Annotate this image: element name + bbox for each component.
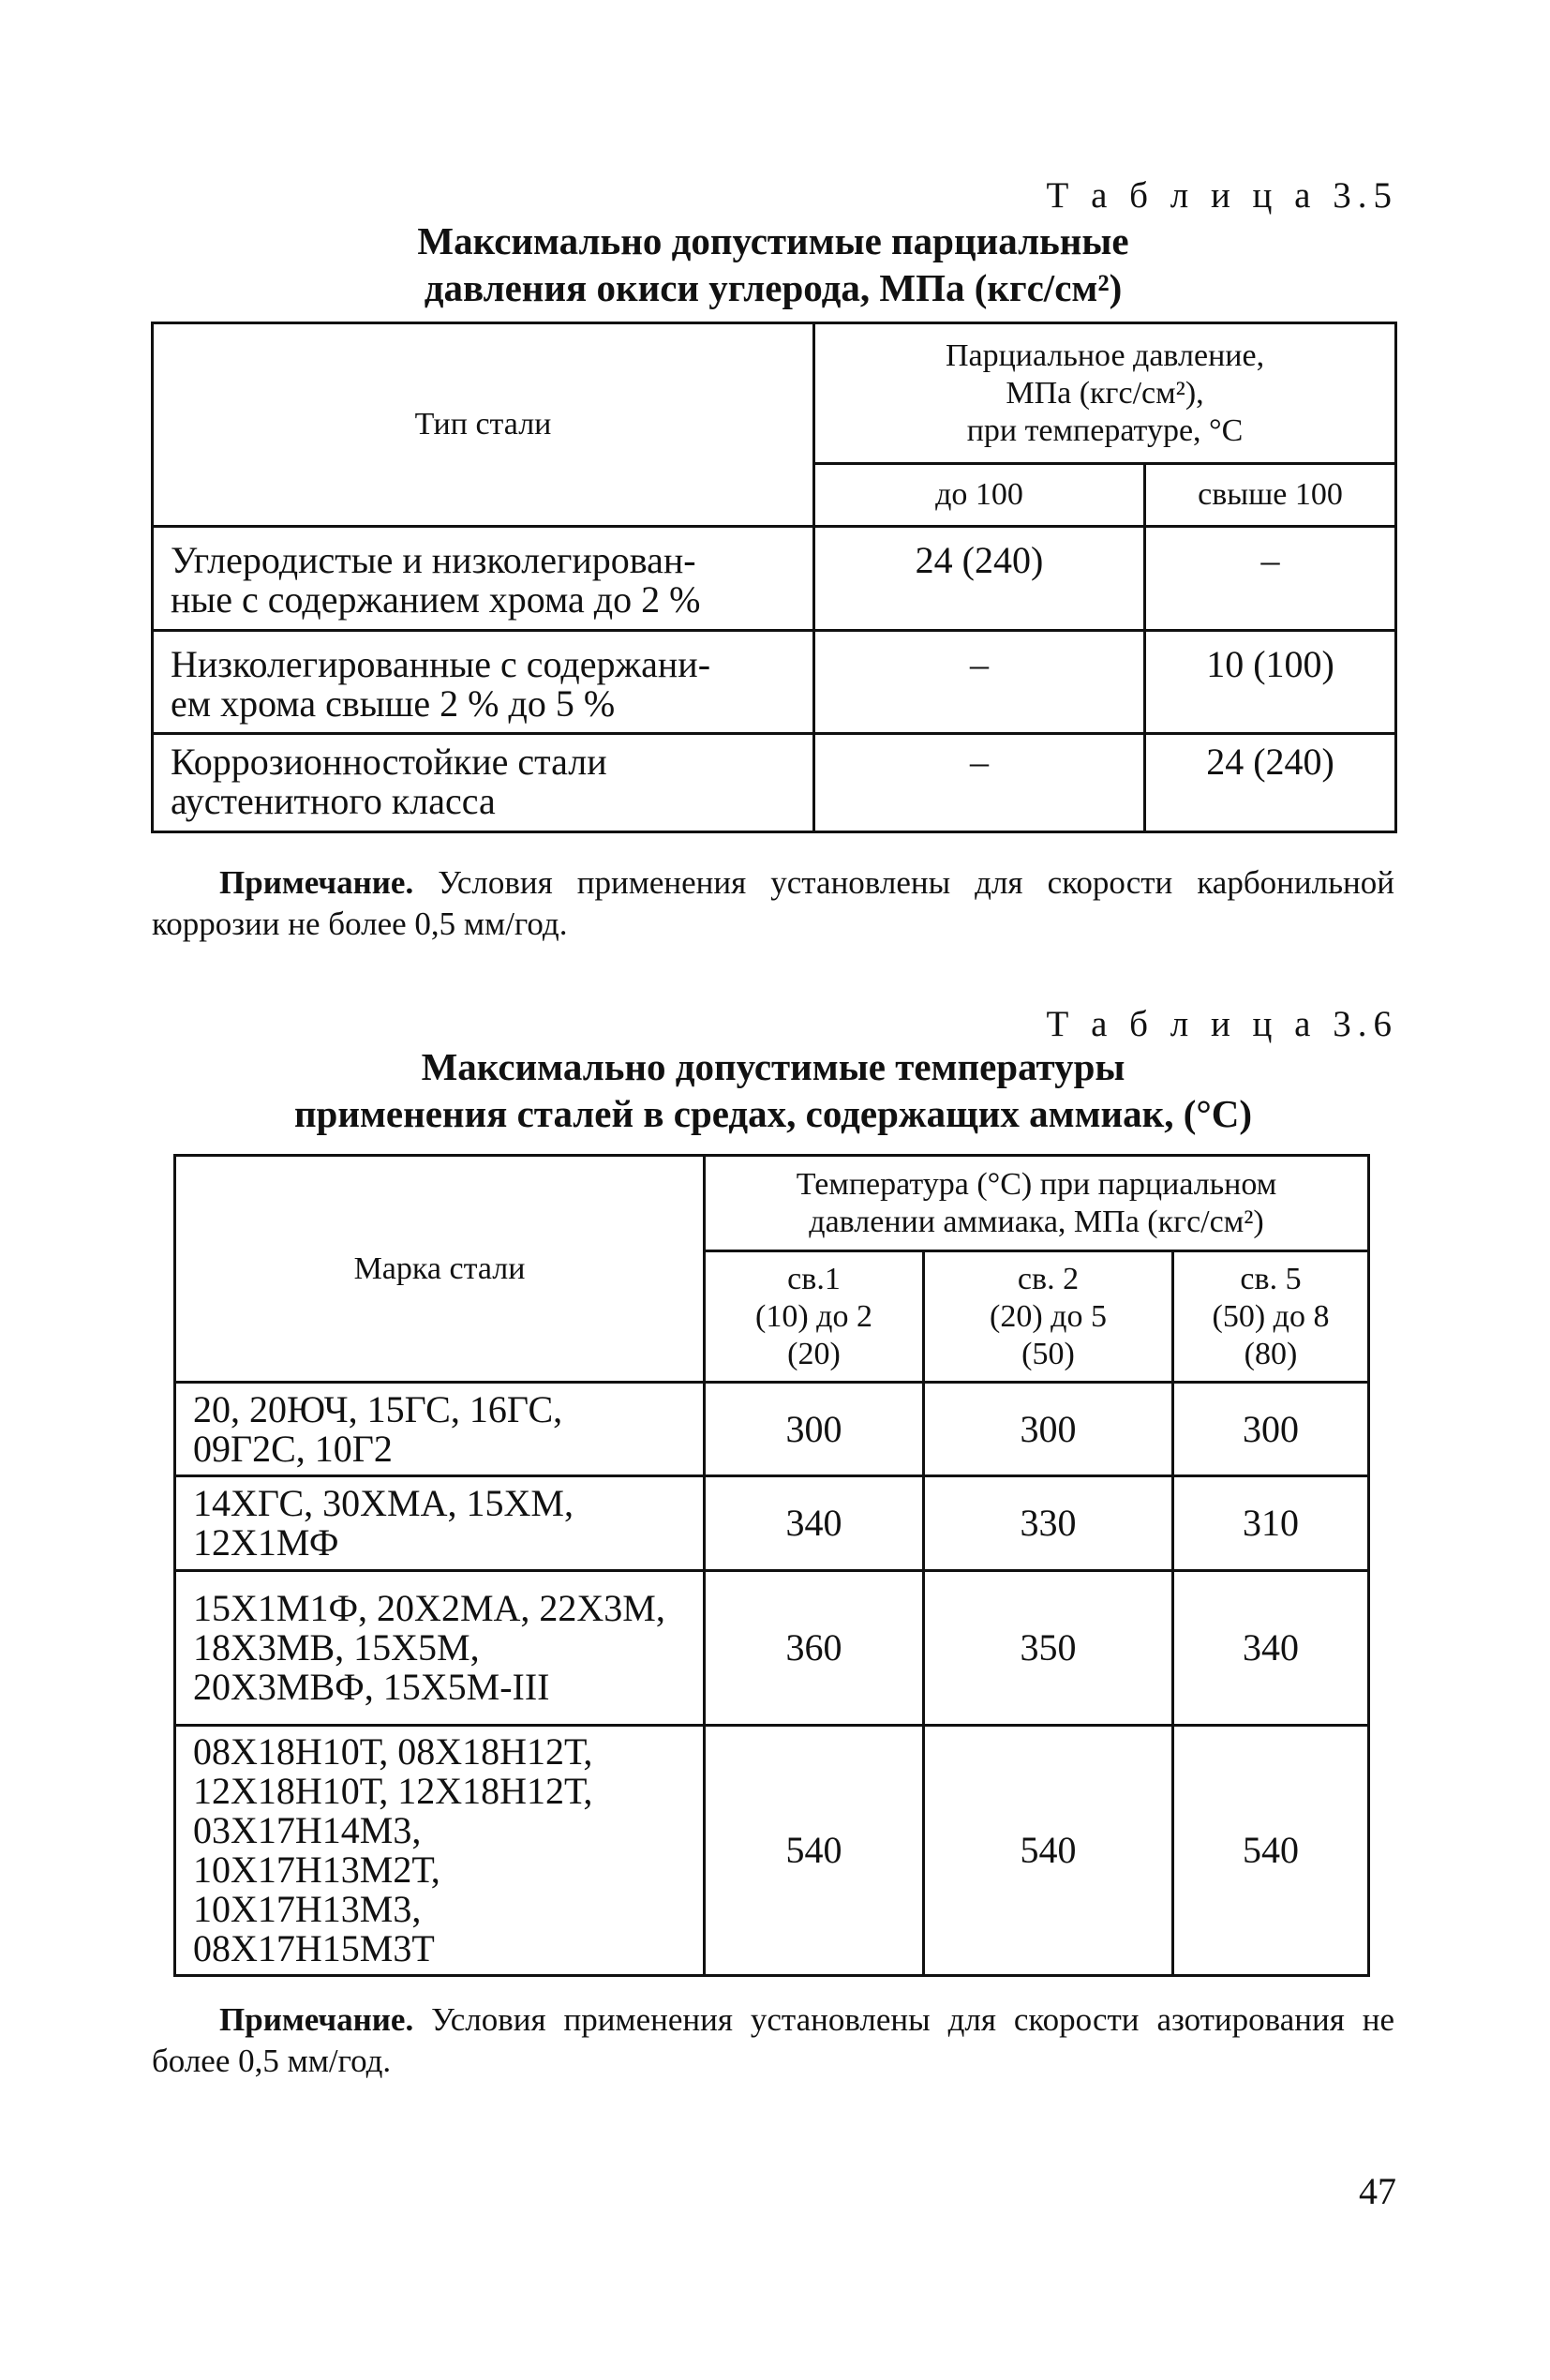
header-temperature <box>705 1156 1369 1251</box>
table-3-6-title-line1: Максимально допустимые температуры <box>421 1045 1125 1088</box>
grade-line: 09Г2С, 10Г2 <box>193 1427 393 1470</box>
table-row-steel-grade <box>175 1571 705 1726</box>
subheader-pressure-range <box>1173 1251 1369 1383</box>
table-cell-value: – <box>1145 527 1396 631</box>
table-cell-value: 540 <box>705 1726 924 1976</box>
range-line: (10) до 2 <box>755 1298 872 1334</box>
table-3-5-caption: Т а б л и ц а 3.5 <box>1046 175 1398 216</box>
table-cell-value: 340 <box>1173 1571 1369 1726</box>
steel-type-line: аустенитного класса <box>171 780 496 822</box>
range-line: (50) до 8 <box>1212 1298 1330 1334</box>
grade-line: 15Х1М1Ф, 20Х2МА, 22Х3М, <box>193 1587 665 1629</box>
table-cell-value: 540 <box>924 1726 1173 1976</box>
grade-line: 08Х17Н15М3Т <box>193 1927 435 1969</box>
steel-type-line: Низколегированные с содержани- <box>171 643 711 685</box>
grade-line: 18Х3МВ, 15Х5М, <box>193 1626 480 1669</box>
grade-line: 03Х17Н14М3, <box>193 1809 422 1851</box>
steel-type-line: ные с содержанием хрома до 2 % <box>171 578 701 621</box>
table-cell-value: 10 (100) <box>1145 631 1396 734</box>
table-cell-value: 310 <box>1173 1476 1369 1571</box>
table-3-5 <box>151 322 1397 833</box>
table-row-steel-type <box>153 734 814 832</box>
header-steel-type: Тип стали <box>153 323 814 527</box>
range-line: св.1 <box>787 1261 841 1296</box>
table-cell-value: – <box>814 734 1145 832</box>
subheader-up-to-100: до 100 <box>814 464 1145 527</box>
subheader-pressure-range <box>924 1251 1173 1383</box>
table-3-5-title-line2: давления окиси углерода, МПа (кгс/см²) <box>424 266 1123 309</box>
table-row-steel-grade <box>175 1726 705 1976</box>
table-row-steel-type <box>153 527 814 631</box>
header-pressure-line1: Парциальное давление, <box>945 337 1265 373</box>
table-3-6-title <box>187 1043 1359 1137</box>
header-steel-grade: Марка стали <box>175 1156 705 1383</box>
steel-type-line: ем хрома свыше 2 % до 5 % <box>171 682 616 725</box>
header-pressure-line3: при температуре, °С <box>966 412 1244 448</box>
note-label: Примечание. <box>219 864 414 901</box>
table-3-5-title-line1: Максимально допустимые парциальные <box>417 219 1129 262</box>
subheader-pressure-range <box>705 1251 924 1383</box>
range-line: св. 2 <box>1017 1261 1080 1296</box>
range-line: св. 5 <box>1240 1261 1302 1296</box>
grade-line: 12Х1МФ <box>193 1521 339 1564</box>
note-text: Условия применения установлены для скорости азотирования не более 0,5 мм/год. <box>152 2001 1394 2079</box>
table-3-6 <box>173 1154 1370 1977</box>
range-line: (20) <box>787 1336 841 1371</box>
range-line: (80) <box>1244 1336 1298 1371</box>
table-cell-value: 300 <box>1173 1383 1369 1476</box>
grade-line: 14ХГС, 30ХМА, 15ХМ, <box>193 1482 574 1524</box>
grade-line: 10Х17Н13М3, <box>193 1888 422 1930</box>
table-cell-value: – <box>814 631 1145 734</box>
table-3-6-note <box>152 1999 1394 2082</box>
grade-line: 10Х17Н13М2Т, <box>193 1849 440 1891</box>
table-cell-value: 340 <box>705 1476 924 1571</box>
header-partial-pressure <box>814 323 1396 464</box>
steel-type-line: Углеродистые и низколегирован- <box>171 539 696 581</box>
grade-line: 20, 20ЮЧ, 15ГС, 16ГС, <box>193 1387 563 1430</box>
note-label: Примечание. <box>219 2001 414 2038</box>
header-temp-line1: Температура (°С) при парциальном <box>796 1166 1277 1202</box>
table-row-steel-type <box>153 631 814 734</box>
range-line: (50) <box>1021 1336 1075 1371</box>
table-3-5-title <box>187 217 1359 311</box>
table-cell-value: 330 <box>924 1476 1173 1571</box>
table-3-6-title-line2: применения сталей в средах, содержащих аммиак, (°С) <box>293 1092 1253 1135</box>
steel-type-line: Коррозионностойкие стали <box>171 741 607 783</box>
table-row-steel-grade <box>175 1383 705 1476</box>
table-cell-value: 300 <box>924 1383 1173 1476</box>
range-line: (20) до 5 <box>990 1298 1107 1334</box>
table-row-steel-grade <box>175 1476 705 1571</box>
table-cell-value: 24 (240) <box>1145 734 1396 832</box>
table-cell-value: 540 <box>1173 1726 1369 1976</box>
grade-line: 20Х3МВФ, 15Х5М-III <box>193 1666 550 1708</box>
table-cell-value: 350 <box>924 1571 1173 1726</box>
grade-line: 08Х18Н10Т, 08Х18Н12Т, <box>193 1730 593 1773</box>
header-pressure-line2: МПа (кгс/см²), <box>1006 375 1204 411</box>
table-cell-value: 24 (240) <box>814 527 1145 631</box>
subheader-over-100: свыше 100 <box>1145 464 1396 527</box>
table-cell-value: 360 <box>705 1571 924 1726</box>
table-cell-value: 300 <box>705 1383 924 1476</box>
header-temp-line2: давлении аммиака, МПа (кгс/см²) <box>809 1204 1264 1239</box>
table-3-6-caption: Т а б л и ц а 3.6 <box>1046 1004 1398 1044</box>
note-text: Условия применения установлены для скорости карбонильной коррозии не более 0,5 мм/год. <box>152 864 1394 942</box>
page-number: 47 <box>1359 2170 1396 2212</box>
grade-line: 12Х18Н10Т, 12Х18Н12Т, <box>193 1770 593 1812</box>
table-3-5-note <box>152 862 1394 945</box>
